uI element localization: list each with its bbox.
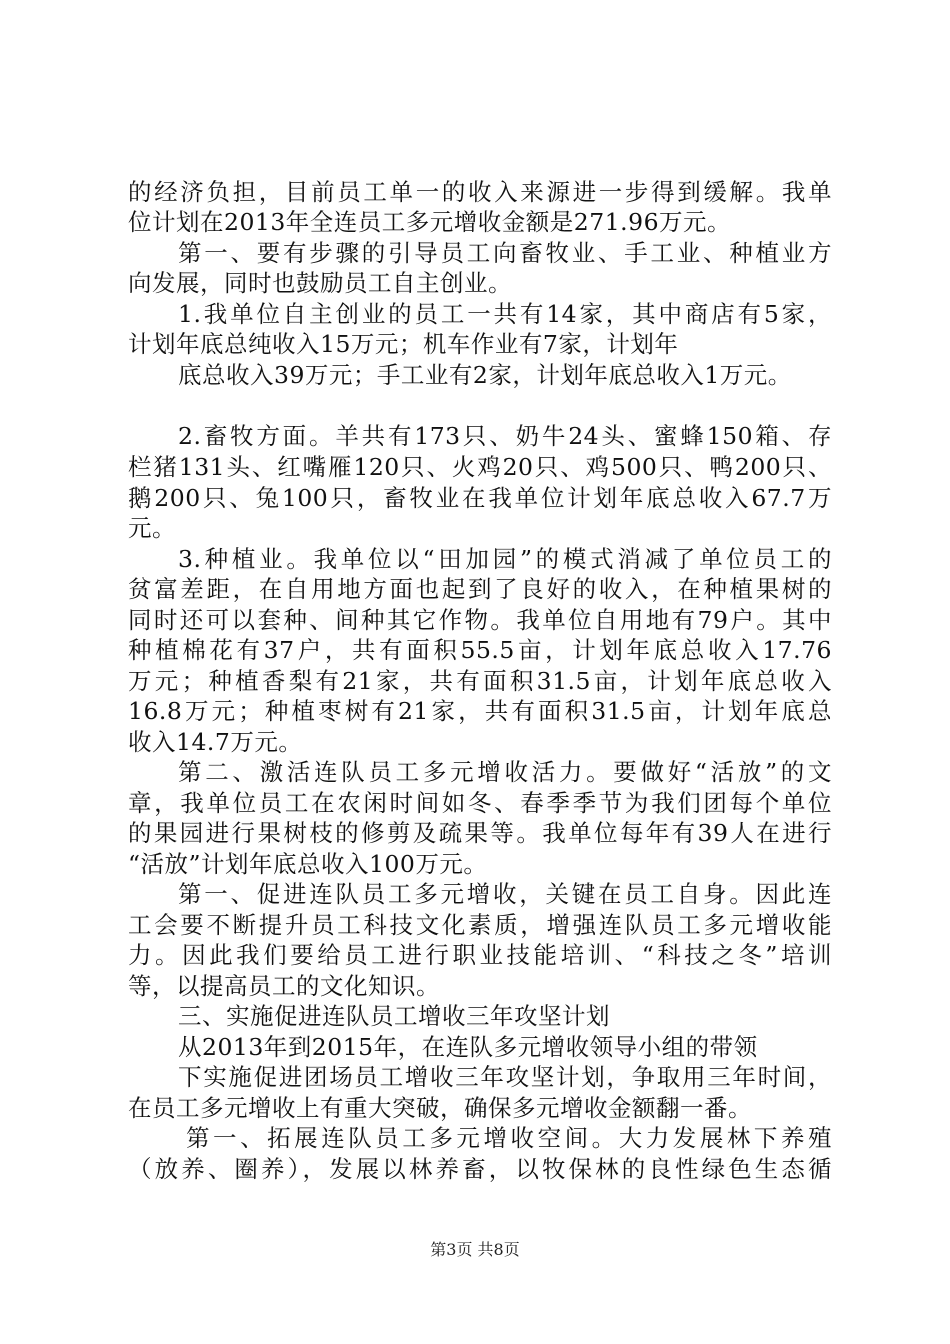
text-line: 鹅200只、兔100只，畜牧业在我单位计划年底总收入67.7万 — [128, 484, 832, 512]
text-line: 底总收入39万元；手工业有2家，计划年底总收入1万元。 — [178, 361, 792, 389]
text-line: 第一、要有步骤的引导员工向畜牧业、手工业、种植业方 — [178, 239, 832, 267]
text-line: 工会要不断提升员工科技文化素质，增强连队员工多元增收能 — [128, 911, 832, 939]
text-line: 第一、拓展连队员工多元增收空间。大力发展林下养殖 — [186, 1124, 832, 1152]
text-line: 贫富差距，在自用地方面也起到了良好的收入，在种植果树的 — [128, 575, 832, 603]
page-footer: 第3页 共8页 — [430, 1240, 520, 1259]
text-line: 力。因此我们要给员工进行职业技能培训、“科技之冬”培训 — [128, 941, 832, 969]
text-line: “活放”计划年底总收入100万元。 — [128, 850, 488, 878]
text-line: 位计划在2013年全连员工多元增收金额是271.96万元。 — [128, 208, 732, 236]
text-line: 元。 — [128, 514, 176, 542]
text-line: 计划年底总纯收入15万元；机车作业有7家，计划年 — [128, 330, 679, 358]
text-line: 栏猪131头、红嘴雁120只、火鸡20只、鸡500只、鸭200只、 — [128, 453, 832, 481]
text-line: 从2013年到2015年，在连队多元增收领导小组的带领 — [178, 1033, 758, 1061]
text-line: 在员工多元增收上有重大突破，确保多元增收金额翻一番。 — [128, 1094, 752, 1122]
section-heading: 三、实施促进连队员工增收三年攻坚计划 — [178, 1002, 610, 1030]
text-line: （放养、圈养），发展以林养畜，以牧保林的良性绿色生态循 — [128, 1155, 832, 1183]
text-line: 第二、激活连队员工多元增收活力。要做好“活放”的文 — [178, 758, 832, 786]
text-line: 下实施促进团场员工增收三年攻坚计划，争取用三年时间， — [178, 1063, 832, 1091]
text-line: 3.种植业。我单位以“田加园”的模式消减了单位员工的 — [178, 545, 832, 573]
text-line: 2.畜牧方面。羊共有173只、奶牛24头、蜜蜂150箱、存 — [178, 422, 832, 450]
text-line: 等，以提高员工的文化知识。 — [128, 972, 440, 1000]
text-line: 的果园进行果树枝的修剪及疏果等。我单位每年有39人在进行 — [128, 819, 832, 847]
text-line: 同时还可以套种、间种其它作物。我单位自用地有79户。其中 — [128, 606, 832, 634]
text-line: 1.我单位自主创业的员工一共有14家，其中商店有5家， — [178, 300, 832, 328]
text-line: 向发展，同时也鼓励员工自主创业。 — [128, 269, 512, 297]
text-line: 的经济负担，目前员工单一的收入来源进一步得到缓解。我单 — [128, 178, 832, 206]
text-line: 种植棉花有37户，共有面积55.5亩，计划年底总收入17.76 — [128, 636, 832, 664]
text-line: 第一、促进连队员工多元增收，关键在员工自身。因此连 — [178, 880, 832, 908]
text-line: 收入14.7万元。 — [128, 728, 303, 756]
text-line: 16.8万元；种植枣树有21家，共有面积31.5亩，计划年底总 — [128, 697, 832, 725]
text-line: 万元；种植香梨有21家，共有面积31.5亩，计划年底总收入 — [128, 667, 832, 695]
text-line: 章，我单位员工在农闲时间如冬、春季季节为我们团每个单位 — [128, 789, 832, 817]
